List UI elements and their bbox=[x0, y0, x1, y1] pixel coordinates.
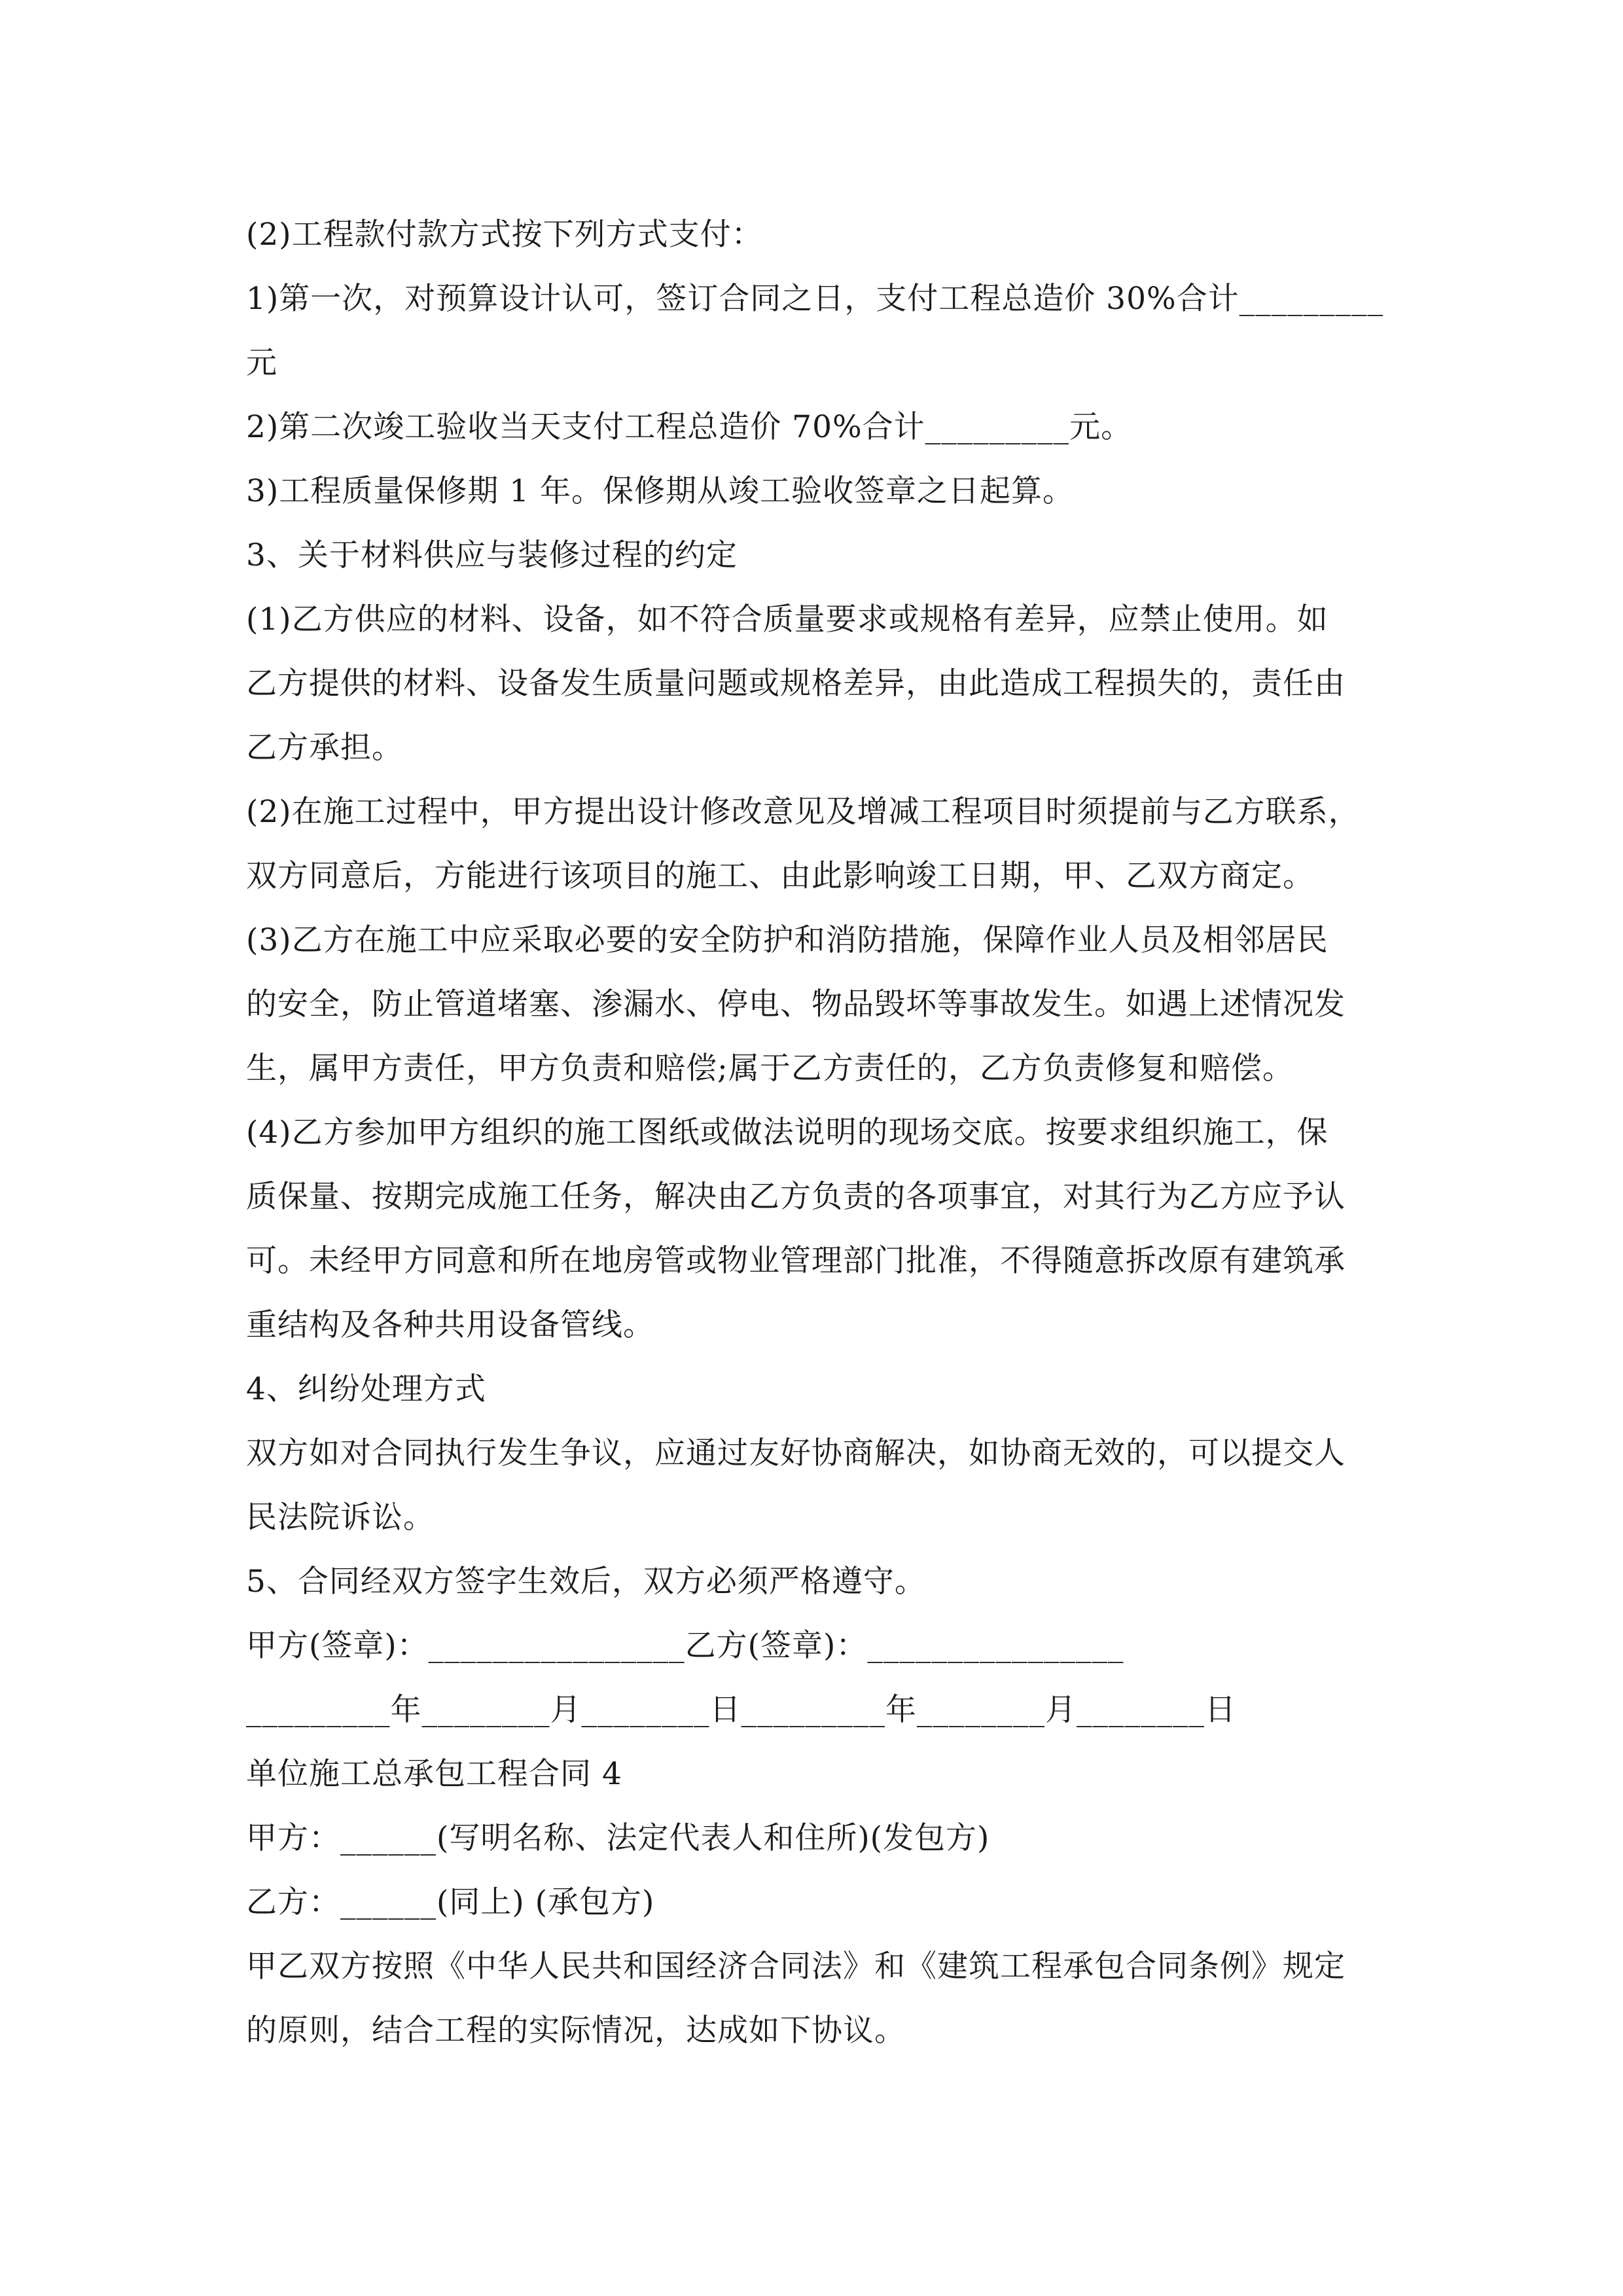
text-line: (1)乙方供应的材料、设备，如不符合质量要求或规格有差异，应禁止使用。如 bbox=[246, 601, 1329, 637]
section-heading: 4、纠纷处理方式 bbox=[246, 1371, 486, 1407]
text-line: (4)乙方参加甲方组织的施工图纸或做法说明的现场交底。按要求组织施工，保 bbox=[246, 1115, 1329, 1151]
party-a-line: 甲方：______(写明名称、法定代表人和住所)(发包方) bbox=[246, 1820, 990, 1856]
text-line: (2)在施工过程中，甲方提出设计修改意见及增减工程项目时须提前与乙方联系， bbox=[246, 794, 1360, 830]
text-line: 5、合同经双方签字生效后，双方必须严格遵守。 bbox=[246, 1564, 926, 1600]
document-page bbox=[246, 203, 1384, 2063]
text-line: 1)第一次，对预算设计认可，签订合同之日，支付工程总造价 30%合计_________ bbox=[246, 281, 1384, 317]
text-line: 重结构及各种共用设备管线。 bbox=[246, 1307, 654, 1343]
text-line: (3)乙方在施工中应采取必要的安全防护和消防措施，保障作业人员及相邻居民 bbox=[246, 922, 1329, 958]
text-line: 2)第二次竣工验收当天支付工程总造价 70%合计_________元。 bbox=[246, 409, 1133, 445]
text-line: 双方同意后，方能进行该项目的施工、由此影响竣工日期，甲、乙双方商定。 bbox=[246, 858, 1314, 894]
text-line: (2)工程款付款方式按下列方式支付： bbox=[246, 217, 763, 253]
text-line: 双方如对合同执行发生争议，应通过友好协商解决，如协商无效的，可以提交人 bbox=[246, 1435, 1346, 1471]
text-line: 的原则，结合工程的实际情况，达成如下协议。 bbox=[246, 2013, 906, 2049]
text-line: 甲乙双方按照《中华人民共和国经济合同法》和《建筑工程承包合同条例》规定 bbox=[246, 1948, 1346, 1984]
party-b-line: 乙方：______(同上) (承包方) bbox=[246, 1884, 655, 1920]
text-line: 生，属甲方责任，甲方负责和赔偿;属于乙方责任的，乙方负责修复和赔偿。 bbox=[246, 1050, 1294, 1086]
text-line: 乙方承担。 bbox=[246, 730, 403, 766]
text-line: 质保量、按期完成施工任务，解决由乙方负责的各项事宜，对其行为乙方应予认 bbox=[246, 1179, 1346, 1215]
signature-line: 甲方(签章)：________________乙方(签章)：________________ bbox=[246, 1628, 1124, 1664]
date-line: _________年________月________日_________年________月________日 bbox=[246, 1692, 1236, 1728]
text-line: 的安全，防止管道堵塞、渗漏水、停电、物品毁坏等事故发生。如遇上述情况发 bbox=[246, 986, 1346, 1022]
text-line: 可。未经甲方同意和所在地房管或物业管理部门批准，不得随意拆改原有建筑承 bbox=[246, 1243, 1346, 1279]
section-heading: 3、关于材料供应与装修过程的约定 bbox=[246, 537, 738, 573]
text-line: 民法院诉讼。 bbox=[246, 1499, 435, 1535]
text-line: 乙方提供的材料、设备发生质量问题或规格差异，由此造成工程损失的，责任由 bbox=[246, 666, 1346, 702]
contract-title: 单位施工总承包工程合同 4 bbox=[246, 1756, 622, 1792]
text-line: 3)工程质量保修期 1 年。保修期从竣工验收签章之日起算。 bbox=[246, 473, 1075, 509]
text-line: 元 bbox=[246, 345, 277, 381]
